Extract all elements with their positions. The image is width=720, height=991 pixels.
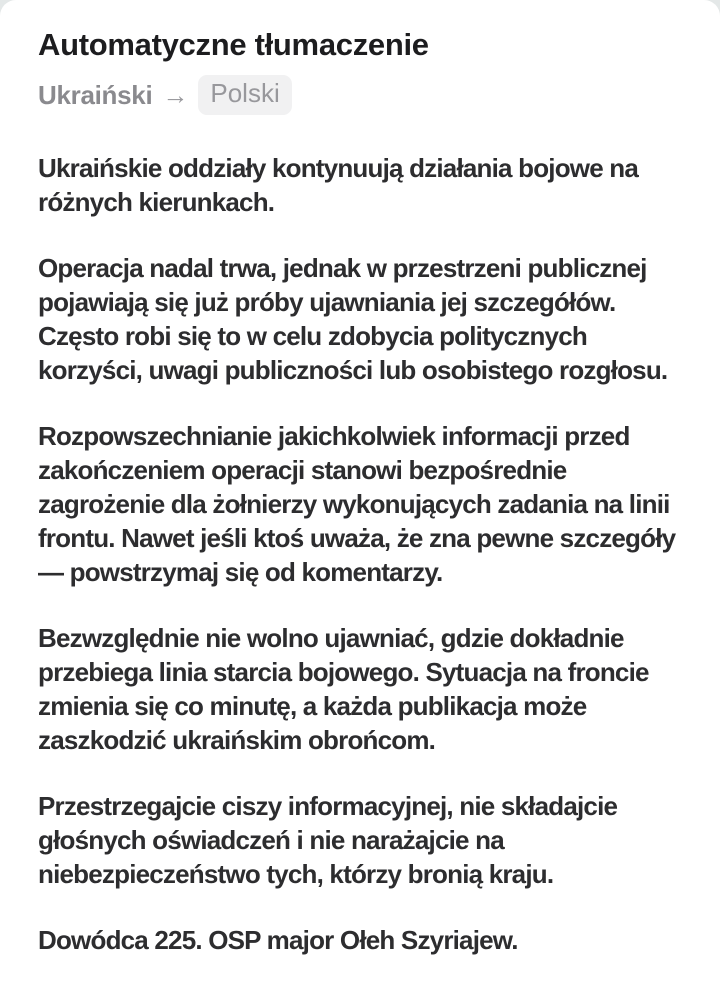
- translated-paragraph: Ukraińskie oddziały kontynuują działania bojowe na różnych kierunkach.: [38, 153, 639, 218]
- translated-paragraph: Przestrzegajcie ciszy informacyjnej, nie składajcie głośnych oświadczeń i nie narażajcie na niebezpieczeństwo tych, którzy bronią kraju.: [38, 791, 618, 890]
- language-row: [38, 75, 690, 115]
- translated-paragraph: Rozpowszechnianie jakichkolwiek informacji przed zakończeniem operacji stanowi bezpośrednie zagrożenie dla żołnierzy wykonujących zadania na linii frontu. Nawet jeśli ktoś uważa, że zna pewne szczegóły — powstrzymaj się od komentarzy.: [38, 421, 676, 588]
- arrow-right-icon: →: [162, 79, 189, 110]
- translated-paragraph: Operacja nadal trwa, jednak w przestrzeni publicznej pojawiają się już próby ujawniania jej szczegółów. Często robi się to w celu zdobycia politycznych korzyści, uwagi publiczności lub osobistego rozgłosu.: [38, 253, 668, 386]
- translated-paragraph: Dowódca 225. OSP major Ołeh Szyriajew.: [38, 925, 518, 956]
- target-language-badge[interactable]: Polski: [198, 75, 291, 115]
- translated-text: [38, 151, 690, 957]
- source-language-label: Ukraiński: [38, 79, 153, 110]
- translated-paragraph: Bezwzględnie nie wolno ujawniać, gdzie dokładnie przebiega linia starcia bojowego. Sytuacja na froncie zmienia się co minutę, a każda publikacja może zaszkodzić ukraińskim obrońcom.: [38, 623, 649, 756]
- dialog-title: Automatyczne tłumaczenie: [38, 27, 429, 62]
